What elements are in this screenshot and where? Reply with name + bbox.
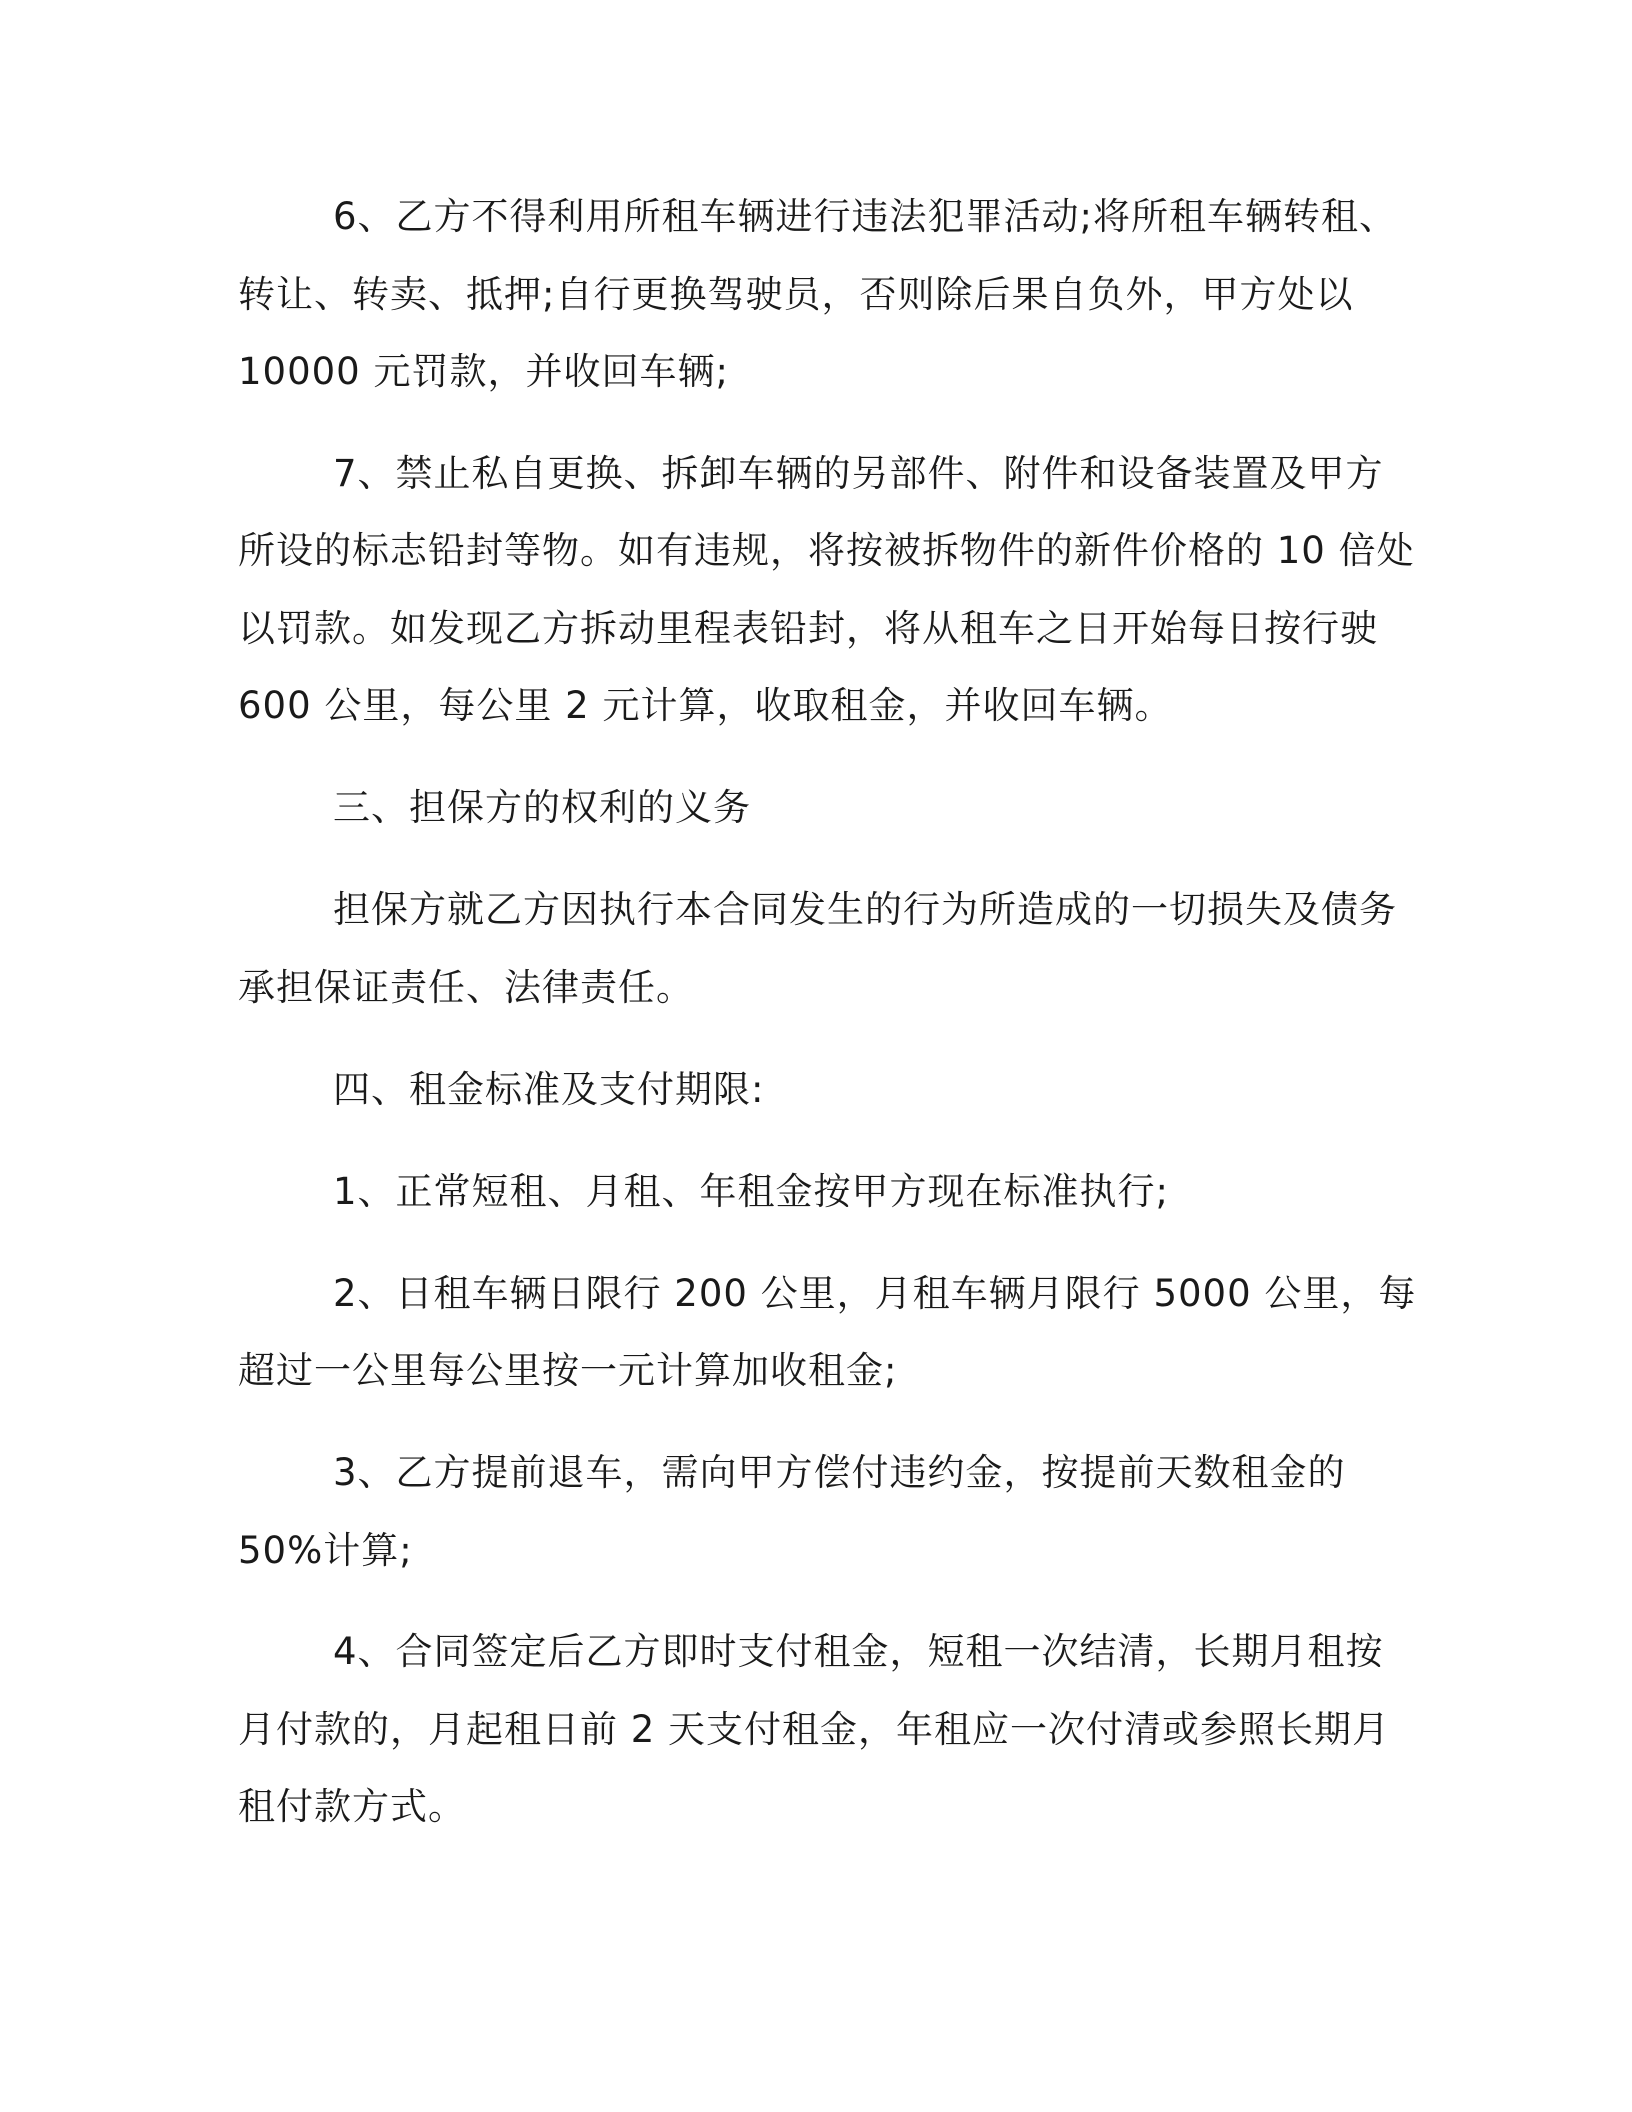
section4-item-4-line-3: 租付款方式。: [238, 1785, 466, 1828]
p7-line-3: 以罚款。如发现乙方拆动里程表铅封，将从租车之日开始每日按行驶: [238, 607, 1378, 650]
p7-line-1: 7、禁止私自更换、拆卸车辆的另部件、附件和设备装置及甲方: [333, 452, 1384, 495]
section4-item-2-line-1: 2、日租车辆日限行 200 公里，月租车辆月限行 5000 公里，每: [333, 1272, 1417, 1315]
p6-line-3: 10000 元罚款，并收回车辆;: [238, 350, 729, 393]
section4-heading: 四、租金标准及支付期限:: [333, 1068, 765, 1111]
section4-item-4-line-2: 月付款的，月起租日前 2 天支付租金，年租应一次付清或参照长期月: [238, 1708, 1391, 1751]
p6-line-1: 6、乙方不得利用所租车辆进行违法犯罪活动;将所租车辆转租、: [333, 195, 1398, 238]
section3-heading: 三、担保方的权利的义务: [333, 786, 751, 829]
section4-item-3-line-2: 50%计算;: [238, 1529, 413, 1572]
section4-item-2-line-2: 超过一公里每公里按一元计算加收租金;: [238, 1349, 898, 1392]
p6-line-2: 转让、转卖、抵押;自行更换驾驶员，否则除后果自负外，甲方处以: [238, 273, 1354, 316]
section4-item-1: 1、正常短租、月租、年租金按甲方现在标准执行;: [333, 1170, 1170, 1213]
p7-line-4: 600 公里，每公里 2 元计算，收取租金，并收回车辆。: [238, 684, 1173, 727]
section3-line-2: 承担保证责任、法律责任。: [238, 966, 694, 1009]
p7-line-2: 所设的标志铅封等物。如有违规，将按被拆物件的新件价格的 10 倍处: [238, 529, 1415, 572]
section4-item-3-line-1: 3、乙方提前退车，需向甲方偿付违约金，按提前天数租金的: [333, 1451, 1346, 1494]
section4-item-4-line-1: 4、合同签定后乙方即时支付租金，短租一次结清，长期月租按: [333, 1630, 1384, 1673]
section3-line-1: 担保方就乙方因执行本合同发生的行为所造成的一切损失及债务: [333, 888, 1397, 931]
